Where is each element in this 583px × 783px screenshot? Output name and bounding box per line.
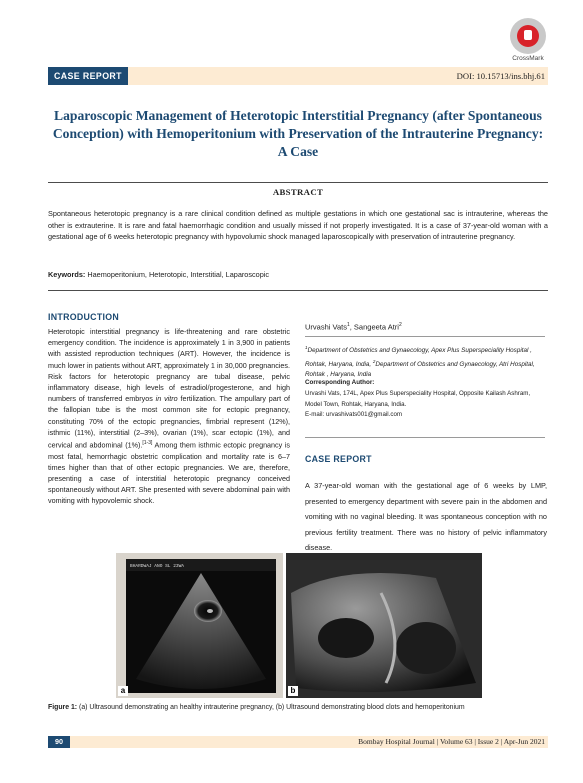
author-rule [305,336,545,337]
authors [305,322,402,332]
panel-b-label: b [288,686,298,696]
ultrasound-header-text: BHARDWAJ ANO SL 23WA [130,564,185,569]
author-2: Sangeeta Atri [353,322,399,332]
affil-sup-2: 2 [372,358,376,364]
journal-name: Bombay Hospital Journal [358,737,435,746]
panel-a-label: a [118,686,128,696]
author-2-sup: 2 [398,322,402,328]
intro-italic: in vitro [155,394,178,404]
affil-1: Department of Obstetrics and Gynaecology, Apex Plus Superspeciality Hospital , Rohtak, Haryana, India, [305,347,532,368]
corresponding-info [305,389,545,421]
ultrasound-screen-a [126,559,276,693]
case-report-heading: CASE REPORT [305,454,372,464]
figure-1 [116,553,482,698]
corresponding-email[interactable]: E-mail: urvashivats001@gmail.com [305,411,403,419]
intro-part-2: fertilization. The ampullary part of the fallopian tube is the most common site for ectopic pregnancy, constituting 70% of the ectopic pregnancies, fimbrial represent (12%), isthmic (11%), interstitial (2–3%), ovarian (1%), scar ectopic (1%), and cervical and abdominal (1%). [48,394,290,450]
intro-part-3: Among them isthmic ectopic pregnancy is most fatal, hemorrhagic obstetric complication and mortality rate is 6–7 times higher than that of other ectopic pregnancies. We are, therefore, presenting a case of interstitial heterotopic pregnancy conceived spontaneously without ART. She presented with severe abdominal pain with vomiting with hypovolemic shock. [48,440,290,506]
ultrasound-image-a [126,559,276,693]
figure-caption [48,704,548,711]
keywords-label: Keywords: [48,270,86,279]
figure-caption-text: (a) Ultrasound demonstrating an healthy intrauterine pregnancy, (b) Ultrasound demonstrating blood clots and hemoperitonium [77,704,465,711]
author-1-sup: 1 [346,322,350,328]
crossmark-label: CrossMark [512,55,544,62]
corr-rule [305,437,545,438]
introduction-text [48,326,290,507]
author-sep: , [349,322,354,332]
keywords-list: Haemoperitonium, Heterotopic, Interstitial, Laparoscopic [87,270,270,279]
crossmark-icon [510,18,546,54]
intro-citation[interactable]: [1-3] [142,440,153,447]
figure-panel-b [286,553,482,698]
abstract-top-rule [48,182,548,183]
corresponding-heading: Corresponding Author: [305,379,375,386]
footer-sep-2: | [472,737,478,746]
intro-part-1: Heterotopic interstitial pregnancy is life-threatening and rare obstetric emergency condition. The incidence is approximately 1 in 3,900 in patients with assisted reproduction techniques (ART). However, the incidence is much lower in patients without ART, approximately 1 in 30,000 pregnancies. Risk factors for heterotopic pregnancy are tubal disease, pelvic inflammatory disease, high levels of estradiol/progesterone, and high numbers of transferred embryos [48,327,290,404]
affil-sup-1: 1 [305,345,308,350]
journal-volume: Volume 63 [439,737,473,746]
case-report-text: A 37-year-old woman with the gestational age of 6 weeks by LMP, presented to emergency department with severe pain in the abdomen and vomiting with no vaginal bleeding. It was spontaneous conception with no previous fertility treatment. There was no history of pelvic inflammatory disease. [305,481,547,553]
article-title: Laparoscopic Management of Heterotopic Interstitial Pregnancy (after Spontaneous Conception) with Hemoperitonium with Preservation of the Intrauterine Pregnancy: A Case [52,108,544,159]
introduction-heading: INTRODUCTION [48,312,120,322]
figure-panel-a [116,553,283,698]
journal-date: Apr-Jun 2021 [503,737,545,746]
keywords [48,269,548,280]
crossmark-logo[interactable] [504,18,552,62]
author-1: Urvashi Vats [305,322,347,332]
doi[interactable]: DOI: 10.15713/ins.bhj.61 [456,71,545,81]
affil-2: Department of Obstetrics and Gynaecology, Atri Hospital, Rohtak , Haryana, India [305,360,535,378]
abstract-bottom-rule [48,290,548,291]
affiliations [305,343,545,380]
page-number: 90 [48,736,70,748]
abstract-text: Spontaneous heterotopic pregnancy is a rare clinical condition defined as multiple gestations in which one gestational sac is intrauterine, whereas the other is extrauterine. It is rare and fatal haemorrhagic condition and usually missed if not properly investigated. It is a case of 37-year-old woman with a gestational age of 6 weeks heterotopic pregnancy with hypovolumic shock managed laparoscopically with preservation of intrauterine pregnancy. [48,209,548,242]
journal-info [358,736,545,748]
footer-sep-1: | [434,737,440,746]
figure-caption-label: Figure 1: [48,704,78,711]
article-type-tag: CASE REPORT [48,67,128,85]
footer-sep-3: | [498,737,504,746]
ultrasound-image-b [286,553,482,698]
journal-issue: Issue 2 [477,737,499,746]
abstract-heading: ABSTRACT [272,187,324,197]
corresponding-address: Urvashi Vats, 174L, Apex Plus Superspeciality Hospital, Opposite Kailash Ashram, Model Town, Rohtak, Haryana, India. [305,390,531,408]
